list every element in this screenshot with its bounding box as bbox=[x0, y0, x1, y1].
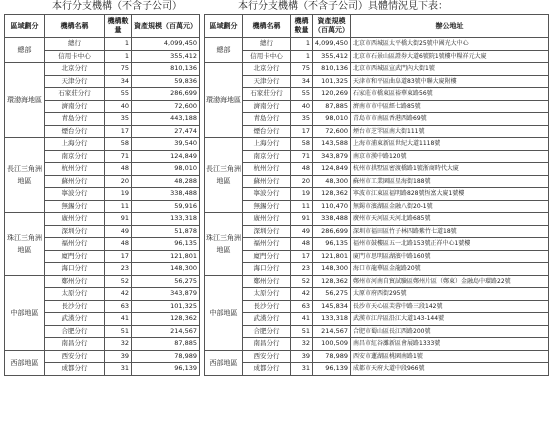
branch-address-cell: 深圳市福田區竹子林四路紫竹七道18號 bbox=[351, 225, 549, 238]
branch-address-cell: 蘇州市工業園區星海街188號 bbox=[351, 175, 549, 188]
header-assets: 資產規模（百萬元） bbox=[132, 15, 200, 38]
branch-count-cell: 31 bbox=[291, 363, 313, 376]
header-branch-name: 機構名稱 bbox=[45, 15, 105, 38]
branch-assets-cell: 214,567 bbox=[132, 325, 200, 338]
table-row bbox=[5, 138, 200, 151]
branch-assets-cell: 87,885 bbox=[132, 338, 200, 351]
right-branch-table bbox=[204, 14, 549, 376]
table-row bbox=[205, 163, 549, 176]
branch-assets-cell: 96,139 bbox=[132, 363, 200, 376]
table-header-row bbox=[205, 15, 549, 38]
branch-assets-cell: 59,836 bbox=[132, 75, 200, 88]
branch-name-cell: 太原分行 bbox=[243, 288, 291, 301]
branch-name-cell: 福州分行 bbox=[45, 238, 105, 251]
branch-name-cell: 廈門分行 bbox=[243, 250, 291, 263]
branch-count-cell: 31 bbox=[105, 363, 132, 376]
branch-address-cell: 寧波市江東區福明路828號恆富大廈1號樓 bbox=[351, 188, 549, 201]
header-assets: 資產規模（百萬元） bbox=[313, 15, 351, 38]
branch-name-cell: 青島分行 bbox=[243, 113, 291, 126]
table-row bbox=[205, 338, 549, 351]
table-row bbox=[5, 350, 200, 363]
branch-name-cell: 鄭州分行 bbox=[45, 275, 105, 288]
region-cell: 中部地區 bbox=[5, 275, 45, 350]
table-row bbox=[205, 363, 549, 376]
branch-assets-cell: 355,412 bbox=[313, 50, 351, 63]
branch-name-cell: 北京分行 bbox=[243, 63, 291, 76]
branch-name-cell: 無錫分行 bbox=[243, 200, 291, 213]
region-cell: 西部地區 bbox=[205, 350, 243, 375]
branch-count-cell: 48 bbox=[105, 163, 132, 176]
branch-assets-cell: 72,600 bbox=[313, 125, 351, 138]
branch-name-cell: 寧波分行 bbox=[45, 188, 105, 201]
branch-name-cell: 無錫分行 bbox=[45, 200, 105, 213]
region-cell: 總部 bbox=[5, 38, 45, 63]
branch-name-cell: 深圳分行 bbox=[45, 225, 105, 238]
table-row bbox=[205, 125, 549, 138]
branch-name-cell: 南京分行 bbox=[45, 150, 105, 163]
branch-address-cell: 北京市石景山區證券大道6號院1號樓中糧祥元大廈 bbox=[351, 50, 549, 63]
branch-assets-cell: 121,801 bbox=[132, 250, 200, 263]
branch-address-cell: 成都市天府大道中段966號 bbox=[351, 363, 549, 376]
header-region: 區域劃分 bbox=[205, 15, 243, 38]
branch-count-cell: 51 bbox=[105, 325, 132, 338]
branch-count-cell: 19 bbox=[291, 188, 313, 201]
branch-count-cell: 23 bbox=[105, 263, 132, 276]
branch-assets-cell: 121,801 bbox=[313, 250, 351, 263]
branch-assets-cell: 443,188 bbox=[132, 113, 200, 126]
table-row bbox=[205, 175, 549, 188]
branch-name-cell: 總行 bbox=[243, 38, 291, 51]
branch-name-cell: 石家莊分行 bbox=[45, 88, 105, 101]
branch-address-cell: 南京市漢中路120號 bbox=[351, 150, 549, 163]
branch-count-cell: 32 bbox=[105, 338, 132, 351]
branch-address-cell: 上海市浦東新區世紀大道1118號 bbox=[351, 138, 549, 151]
branch-count-cell: 17 bbox=[291, 250, 313, 263]
branch-name-cell: 成都分行 bbox=[243, 363, 291, 376]
branch-count-cell: 20 bbox=[105, 175, 132, 188]
branch-name-cell: 武漢分行 bbox=[45, 313, 105, 326]
table-row bbox=[205, 200, 549, 213]
branch-assets-cell: 98,010 bbox=[313, 113, 351, 126]
branch-address-cell: 太原市府西街295號 bbox=[351, 288, 549, 301]
branch-name-cell: 石家莊分行 bbox=[243, 88, 291, 101]
branch-assets-cell: 128,362 bbox=[313, 275, 351, 288]
branch-count-cell: 91 bbox=[291, 213, 313, 226]
branch-count-cell: 63 bbox=[105, 300, 132, 313]
table-row bbox=[205, 188, 549, 201]
branch-count-cell: 40 bbox=[105, 100, 132, 113]
table-row bbox=[205, 50, 549, 63]
branch-assets-cell: 343,879 bbox=[313, 150, 351, 163]
left-table-title: 本行分支機構（不含子公司） bbox=[52, 1, 182, 12]
branch-count-cell: 71 bbox=[105, 150, 132, 163]
branch-count-cell: 35 bbox=[105, 113, 132, 126]
branch-address-cell: 長沙市天心區芙蓉中路三段142號 bbox=[351, 300, 549, 313]
branch-address-cell: 合肥市蜀山區長江西路200號 bbox=[351, 325, 549, 338]
branch-address-cell: 濟南市市中區經七路85號 bbox=[351, 100, 549, 113]
branch-assets-cell: 27,474 bbox=[132, 125, 200, 138]
branch-name-cell: 合肥分行 bbox=[45, 325, 105, 338]
branch-name-cell: 西安分行 bbox=[243, 350, 291, 363]
branch-assets-cell: 56,275 bbox=[313, 288, 351, 301]
branch-assets-cell: 214,567 bbox=[313, 325, 351, 338]
branch-name-cell: 廣州分行 bbox=[243, 213, 291, 226]
table-row bbox=[205, 250, 549, 263]
branch-assets-cell: 39,540 bbox=[132, 138, 200, 151]
branch-name-cell: 天津分行 bbox=[45, 75, 105, 88]
table-row bbox=[5, 213, 200, 226]
branch-address-cell: 杭州市拱墅區密渡橋路1號浙商時代大廈 bbox=[351, 163, 549, 176]
branch-name-cell: 海口分行 bbox=[243, 263, 291, 276]
branch-assets-cell: 96,139 bbox=[313, 363, 351, 376]
branch-assets-cell: 48,288 bbox=[132, 175, 200, 188]
branch-name-cell: 鄭州分行 bbox=[243, 275, 291, 288]
branch-address-cell: 青島市市南區香港西路69號 bbox=[351, 113, 549, 126]
branch-address-cell: 西安市蓮湖區桃園南路1號 bbox=[351, 350, 549, 363]
table-row bbox=[205, 63, 549, 76]
table-row bbox=[205, 100, 549, 113]
branch-assets-cell: 48,300 bbox=[313, 175, 351, 188]
table-row bbox=[5, 275, 200, 288]
branch-count-cell: 42 bbox=[105, 288, 132, 301]
branch-address-cell: 煙台市芝罘區南大街111號 bbox=[351, 125, 549, 138]
branch-name-cell: 南昌分行 bbox=[45, 338, 105, 351]
right-table-title: 本行分支機構（不含子公司）具體情況見下表： bbox=[238, 1, 448, 12]
branch-address-cell: 鄭州市河南自貿試驗區鄭州片區（鄭東）金融島中環路22號 bbox=[351, 275, 549, 288]
branch-count-cell: 71 bbox=[291, 150, 313, 163]
branch-name-cell: 天津分行 bbox=[243, 75, 291, 88]
branch-name-cell: 上海分行 bbox=[45, 138, 105, 151]
branch-address-cell: 北京市西城區宣武門內大街1號 bbox=[351, 63, 549, 76]
branch-name-cell: 信用卡中心 bbox=[243, 50, 291, 63]
branch-assets-cell: 78,989 bbox=[132, 350, 200, 363]
branch-assets-cell: 128,362 bbox=[313, 188, 351, 201]
branch-address-cell: 天津市和平區曲阜道83號中聯大廈附樓 bbox=[351, 75, 549, 88]
branch-name-cell: 武漢分行 bbox=[243, 313, 291, 326]
branch-assets-cell: 148,300 bbox=[313, 263, 351, 276]
region-cell: 中部地區 bbox=[205, 275, 243, 350]
region-cell: 環渤海地區 bbox=[5, 63, 45, 138]
branch-name-cell: 寧波分行 bbox=[243, 188, 291, 201]
branch-count-cell: 75 bbox=[291, 63, 313, 76]
branch-name-cell: 濟南分行 bbox=[243, 100, 291, 113]
branch-count-cell: 91 bbox=[105, 213, 132, 226]
branch-assets-cell: 286,699 bbox=[313, 225, 351, 238]
branch-count-cell: 49 bbox=[105, 225, 132, 238]
header-region: 區域劃分 bbox=[5, 15, 45, 38]
branch-name-cell: 蘇州分行 bbox=[45, 175, 105, 188]
region-cell: 西部地區 bbox=[5, 350, 45, 375]
table-row bbox=[205, 325, 549, 338]
branch-name-cell: 上海分行 bbox=[243, 138, 291, 151]
branch-count-cell: 48 bbox=[291, 163, 313, 176]
branch-name-cell: 南昌分行 bbox=[243, 338, 291, 351]
branch-count-cell: 19 bbox=[105, 188, 132, 201]
branch-address-cell: 武漢市江岸區沿江大道143-144號 bbox=[351, 313, 549, 326]
table-header-row bbox=[5, 15, 200, 38]
branch-assets-cell: 145,834 bbox=[313, 300, 351, 313]
branch-assets-cell: 338,488 bbox=[132, 188, 200, 201]
branch-assets-cell: 338,488 bbox=[313, 213, 351, 226]
region-cell: 長江三角洲地區 bbox=[205, 138, 243, 213]
branch-assets-cell: 96,135 bbox=[132, 238, 200, 251]
branch-count-cell: 42 bbox=[291, 288, 313, 301]
table-row bbox=[5, 63, 200, 76]
branch-count-cell: 55 bbox=[105, 88, 132, 101]
branch-assets-cell: 120,269 bbox=[313, 88, 351, 101]
branch-address-cell: 北京市西城區太平橋大街25號中國光大中心 bbox=[351, 38, 549, 51]
branch-name-cell: 長沙分行 bbox=[243, 300, 291, 313]
branch-name-cell: 廈門分行 bbox=[45, 250, 105, 263]
branch-count-cell: 1 bbox=[291, 50, 313, 63]
branch-name-cell: 海口分行 bbox=[45, 263, 105, 276]
branch-name-cell: 成都分行 bbox=[45, 363, 105, 376]
branch-count-cell: 75 bbox=[105, 63, 132, 76]
branch-count-cell: 17 bbox=[105, 250, 132, 263]
branch-count-cell: 48 bbox=[291, 238, 313, 251]
branch-assets-cell: 133,318 bbox=[313, 313, 351, 326]
branch-count-cell: 1 bbox=[105, 50, 132, 63]
region-cell: 總部 bbox=[205, 38, 243, 63]
branch-assets-cell: 128,362 bbox=[132, 313, 200, 326]
branch-assets-cell: 124,849 bbox=[132, 150, 200, 163]
branch-assets-cell: 4,099,450 bbox=[132, 38, 200, 51]
branch-address-cell: 南昌市紅谷灘新區會展路1333號 bbox=[351, 338, 549, 351]
branch-assets-cell: 148,300 bbox=[132, 263, 200, 276]
branch-count-cell: 52 bbox=[105, 275, 132, 288]
branch-count-cell: 1 bbox=[105, 38, 132, 51]
branch-name-cell: 北京分行 bbox=[45, 63, 105, 76]
branch-assets-cell: 124,849 bbox=[313, 163, 351, 176]
table-row bbox=[205, 350, 549, 363]
table-row bbox=[205, 225, 549, 238]
branch-count-cell: 20 bbox=[291, 175, 313, 188]
branch-assets-cell: 355,412 bbox=[132, 50, 200, 63]
branch-address-cell: 海口市龍華區金龍路20號 bbox=[351, 263, 549, 276]
branch-assets-cell: 51,878 bbox=[132, 225, 200, 238]
region-cell: 長江三角洲地區 bbox=[5, 138, 45, 213]
table-row bbox=[205, 313, 549, 326]
header-count: 機構數量 bbox=[291, 15, 313, 38]
branch-count-cell: 58 bbox=[105, 138, 132, 151]
table-row bbox=[205, 38, 549, 51]
table-row bbox=[205, 275, 549, 288]
branch-name-cell: 信用卡中心 bbox=[45, 50, 105, 63]
branch-name-cell: 深圳分行 bbox=[243, 225, 291, 238]
branch-assets-cell: 143,588 bbox=[313, 138, 351, 151]
table-row bbox=[205, 300, 549, 313]
branch-assets-cell: 56,275 bbox=[132, 275, 200, 288]
header-branch-name: 機構名稱 bbox=[243, 15, 291, 38]
branch-name-cell: 南京分行 bbox=[243, 150, 291, 163]
branch-assets-cell: 101,325 bbox=[313, 75, 351, 88]
branch-assets-cell: 87,885 bbox=[313, 100, 351, 113]
branch-count-cell: 58 bbox=[291, 138, 313, 151]
region-cell: 珠江三角洲地區 bbox=[5, 213, 45, 276]
branch-assets-cell: 286,699 bbox=[132, 88, 200, 101]
branch-count-cell: 39 bbox=[291, 350, 313, 363]
branch-name-cell: 太原分行 bbox=[45, 288, 105, 301]
header-count: 機構數量 bbox=[105, 15, 132, 38]
branch-assets-cell: 98,010 bbox=[132, 163, 200, 176]
table-row bbox=[205, 238, 549, 251]
branch-count-cell: 39 bbox=[105, 350, 132, 363]
branch-assets-cell: 101,325 bbox=[132, 300, 200, 313]
table-row bbox=[205, 288, 549, 301]
branch-address-cell: 石家莊市橋東區裕華東路56號 bbox=[351, 88, 549, 101]
branch-count-cell: 17 bbox=[291, 125, 313, 138]
branch-name-cell: 總行 bbox=[45, 38, 105, 51]
branch-name-cell: 廣州分行 bbox=[45, 213, 105, 226]
branch-address-cell: 福州市鼓樓區五一北路153號正祥中心1號樓 bbox=[351, 238, 549, 251]
branch-count-cell: 40 bbox=[291, 100, 313, 113]
table-row bbox=[205, 213, 549, 226]
branch-name-cell: 青島分行 bbox=[45, 113, 105, 126]
branch-name-cell: 長沙分行 bbox=[45, 300, 105, 313]
branch-count-cell: 51 bbox=[291, 325, 313, 338]
branch-assets-cell: 4,099,450 bbox=[313, 38, 351, 51]
branch-name-cell: 杭州分行 bbox=[243, 163, 291, 176]
branch-name-cell: 煙台分行 bbox=[45, 125, 105, 138]
branch-count-cell: 11 bbox=[291, 200, 313, 213]
table-row bbox=[205, 150, 549, 163]
branch-address-cell: 廣州市天河區天河北路685號 bbox=[351, 213, 549, 226]
branch-assets-cell: 100,509 bbox=[313, 338, 351, 351]
branch-assets-cell: 133,318 bbox=[132, 213, 200, 226]
branch-assets-cell: 343,879 bbox=[132, 288, 200, 301]
branch-count-cell: 1 bbox=[291, 38, 313, 51]
branch-name-cell: 蘇州分行 bbox=[243, 175, 291, 188]
branch-assets-cell: 810,136 bbox=[132, 63, 200, 76]
branch-count-cell: 32 bbox=[291, 338, 313, 351]
region-cell: 環渤海地區 bbox=[205, 63, 243, 138]
branch-count-cell: 34 bbox=[291, 75, 313, 88]
branch-count-cell: 41 bbox=[105, 313, 132, 326]
table-row bbox=[205, 88, 549, 101]
branch-assets-cell: 78,989 bbox=[313, 350, 351, 363]
branch-assets-cell: 59,916 bbox=[132, 200, 200, 213]
branch-count-cell: 34 bbox=[105, 75, 132, 88]
branch-name-cell: 濟南分行 bbox=[45, 100, 105, 113]
region-cell: 珠江三角洲地區 bbox=[205, 213, 243, 276]
left-branch-table bbox=[4, 14, 200, 376]
branch-address-cell: 廈門市思明區湖濱中路160號 bbox=[351, 250, 549, 263]
branch-count-cell: 11 bbox=[105, 200, 132, 213]
table-row bbox=[5, 38, 200, 51]
branch-count-cell: 52 bbox=[291, 275, 313, 288]
branch-name-cell: 福州分行 bbox=[243, 238, 291, 251]
header-address: 辦公地址 bbox=[351, 15, 549, 38]
branch-count-cell: 48 bbox=[105, 238, 132, 251]
branch-count-cell: 23 bbox=[291, 263, 313, 276]
branch-address-cell: 無錫市濱湖區金融八街20-1號 bbox=[351, 200, 549, 213]
branch-count-cell: 49 bbox=[291, 225, 313, 238]
branch-name-cell: 合肥分行 bbox=[243, 325, 291, 338]
branch-count-cell: 63 bbox=[291, 300, 313, 313]
branch-assets-cell: 72,600 bbox=[132, 100, 200, 113]
branch-assets-cell: 110,470 bbox=[313, 200, 351, 213]
branch-count-cell: 35 bbox=[291, 113, 313, 126]
branch-assets-cell: 810,136 bbox=[313, 63, 351, 76]
branch-assets-cell: 96,135 bbox=[313, 238, 351, 251]
table-row bbox=[205, 113, 549, 126]
table-row bbox=[205, 263, 549, 276]
table-row bbox=[205, 75, 549, 88]
branch-count-cell: 55 bbox=[291, 88, 313, 101]
branch-count-cell: 41 bbox=[291, 313, 313, 326]
table-row bbox=[205, 138, 549, 151]
branch-name-cell: 杭州分行 bbox=[45, 163, 105, 176]
branch-name-cell: 西安分行 bbox=[45, 350, 105, 363]
branch-count-cell: 17 bbox=[105, 125, 132, 138]
branch-name-cell: 煙台分行 bbox=[243, 125, 291, 138]
